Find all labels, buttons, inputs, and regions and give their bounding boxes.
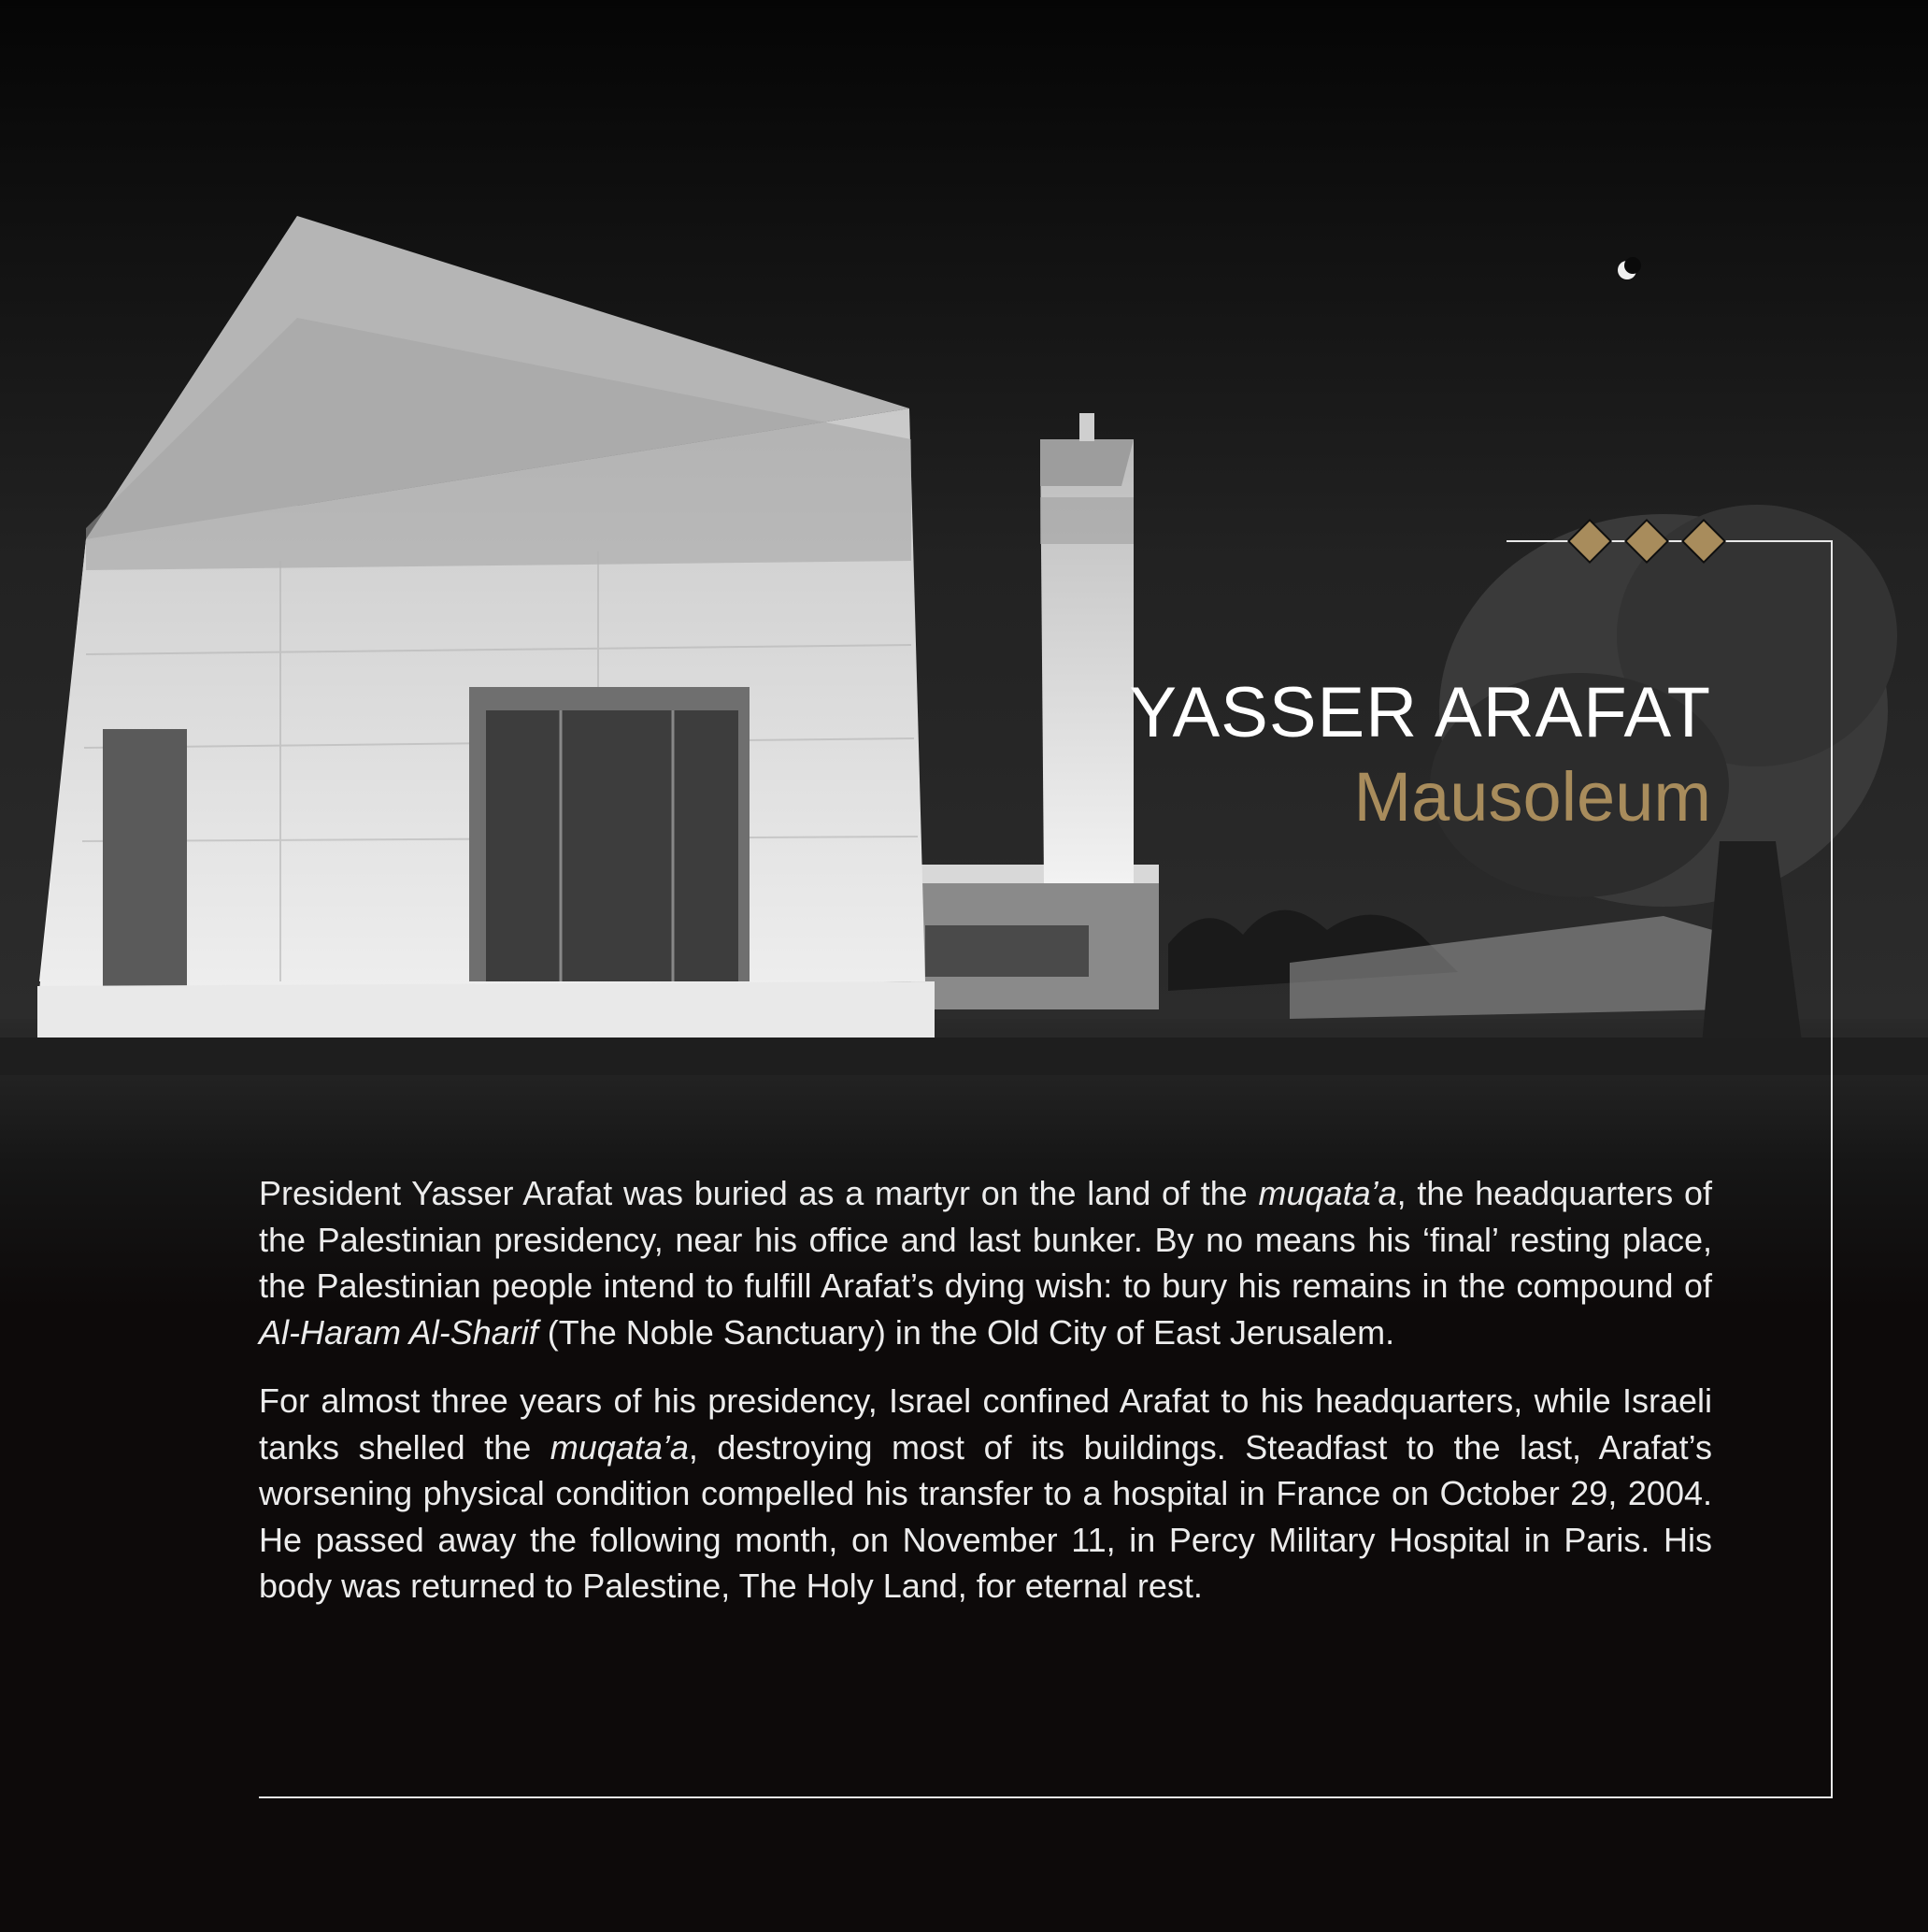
diamond-ornament bbox=[1576, 520, 1718, 563]
paragraph-1 bbox=[259, 1170, 1712, 1355]
paragraph-1-term-muqataa: muqata’a bbox=[1258, 1174, 1397, 1212]
frame-right-line bbox=[1831, 540, 1833, 1798]
paragraph-1-part-a: President Yasser Arafat was buried as a martyr on the land of the bbox=[259, 1174, 1259, 1212]
paragraph-2-part-a: For almost three years of his presidency, Israel confined Arafat to his headquarters, while Israeli tanks shelled the bbox=[259, 1381, 1712, 1467]
page-subtitle: Mausoleum bbox=[1353, 758, 1711, 836]
paragraph-1-part-c: , the headquarters of the Palestinian presidency, near his office and last bunker. By no means his ‘final’ resting place, the Palestinian people intend to fulfill Arafat’s dying wish: to bury his remains in the compound of bbox=[259, 1174, 1712, 1305]
paragraph-2-part-c: , destroying most of its buildings. Steadfast to the last, Arafat’s worsening physical condition compelled his transfer to a hospital in France on October 29, 2004. He passed away the following month, on November 11, in Percy Military Hospital in Paris. His body was returned to Palestine, The Holy Land, for eternal rest. bbox=[259, 1427, 1712, 1605]
paragraph-1-part-e: (The Noble Sanctuary) in the Old City of East Jerusalem. bbox=[537, 1312, 1395, 1352]
diamond-icon bbox=[1684, 522, 1723, 561]
diamond-icon bbox=[1627, 522, 1666, 561]
frame-bottom-line bbox=[259, 1796, 1833, 1798]
paragraph-2 bbox=[259, 1378, 1712, 1610]
diamond-icon bbox=[1570, 522, 1609, 561]
article-body bbox=[259, 1170, 1712, 1632]
paragraph-2-term-muqataa: muqata’a bbox=[550, 1427, 689, 1467]
paragraph-1-term-al-haram: Al-Haram Al-Sharif bbox=[259, 1312, 538, 1352]
page-title: YASSER ARAFAT bbox=[1129, 673, 1711, 752]
